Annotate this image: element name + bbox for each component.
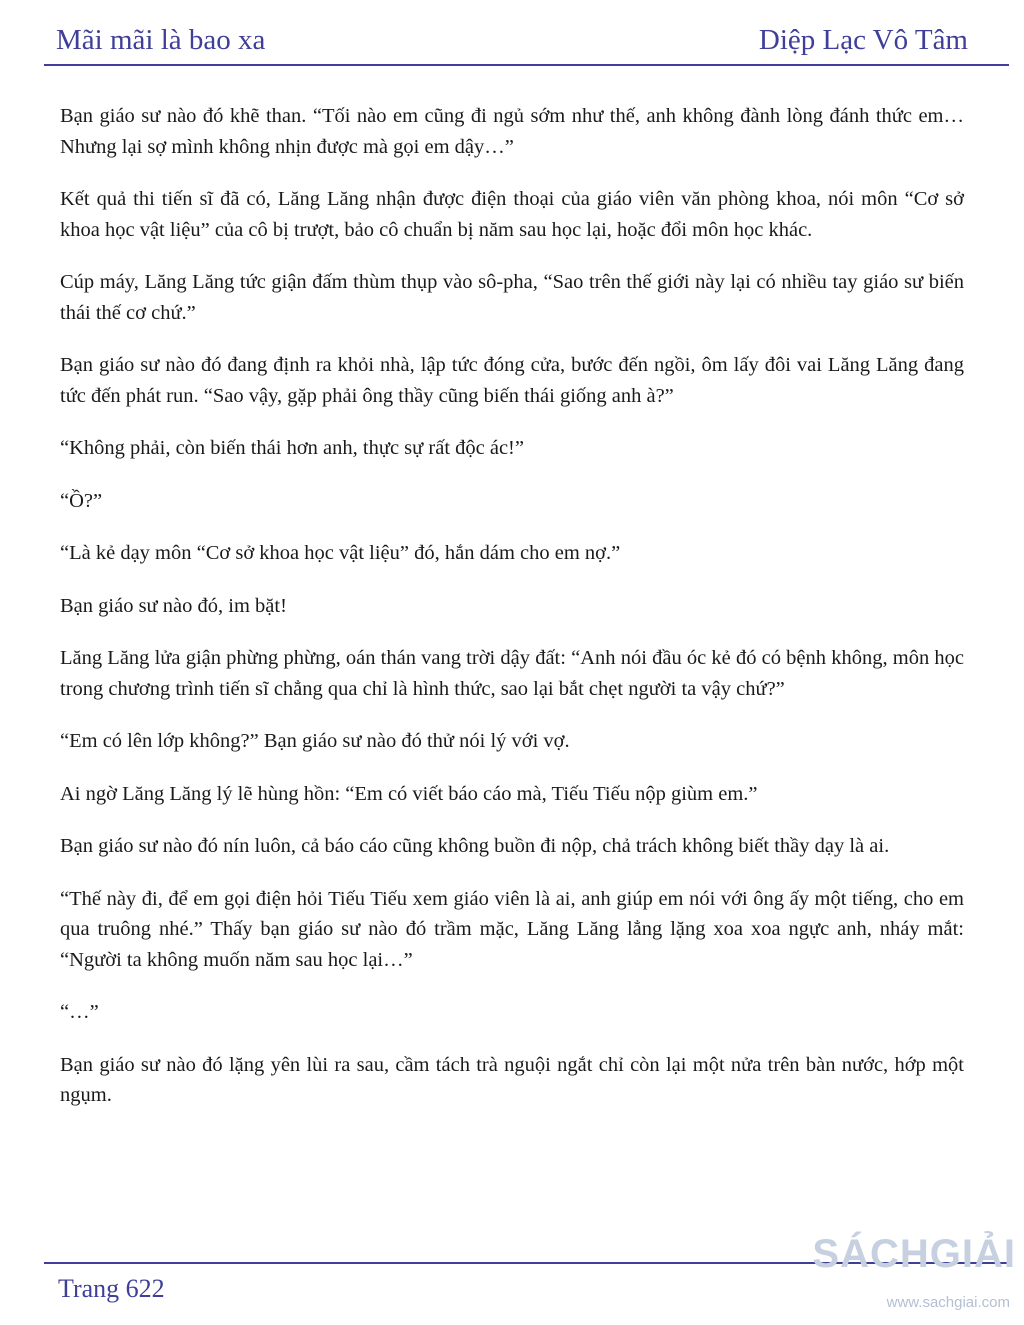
paragraph: “Không phải, còn biến thái hơn anh, thực sự rất độc ác!” <box>60 437 524 459</box>
paragraph: “Là kẻ dạy môn “Cơ sở khoa học vật liệu” đó, hắn dám cho em nợ.” <box>60 542 621 564</box>
paragraph: Lăng Lăng lửa giận phừng phừng, oán thán vang trời dậy đất: “Anh nói đầu óc kẻ đó có bệnh không, môn học trong chương trình tiến sĩ chẳng qua chỉ là hình thức, sao lại bắt chẹt người ta vậy chứ?” <box>60 647 964 700</box>
paragraph: “Em có lên lớp không?” Bạn giáo sư nào đó thử nói lý với vợ. <box>60 730 570 752</box>
paragraph: “…” <box>60 1001 99 1023</box>
paragraph: Kết quả thi tiến sĩ đã có, Lăng Lăng nhận được điện thoại của giáo viên văn phòng khoa, nói môn “Cơ sở khoa học vật liệu” của cô bị trượt, bảo cô chuẩn bị năm sau học lại, hoặc đổi môn học khác. <box>60 188 964 241</box>
paragraph: Bạn giáo sư nào đó lặng yên lùi ra sau, cầm tách trà nguội ngắt chỉ còn lại một nửa trên bàn nước, hớp một ngụm. <box>60 1053 964 1106</box>
book-title: Mãi mãi là bao xa <box>56 24 266 56</box>
paragraph: Cúp máy, Lăng Lăng tức giận đấm thùm thụp vào sô-pha, “Sao trên thế giới này lại có nhiều tay giáo sư biến thái thế cơ chứ.” <box>60 271 964 324</box>
paragraph: Bạn giáo sư nào đó khẽ than. “Tối nào em cũng đi ngủ sớm như thế, anh không đành lòng đánh thức em… Nhưng lại sợ mình không nhịn được mà gọi em dậy…” <box>60 105 964 158</box>
paragraph: Bạn giáo sư nào đó nín luôn, cả báo cáo cũng không buồn đi nộp, chả trách không biết thầy dạy là ai. <box>60 835 890 857</box>
page-body <box>60 101 964 1133</box>
paragraph: “Thế này đi, để em gọi điện hỏi Tiếu Tiếu xem giáo viên là ai, anh giúp em nói với ông ấy một tiếng, cho em qua truông nhé.” Thấy bạn giáo sư nào đó trầm mặc, Lăng Lăng lẳng lặng xoa xoa ngực anh, nháy mắt: “Người ta không muốn năm sau học lại…” <box>60 887 964 971</box>
author-name: Diệp Lạc Vô Tâm <box>758 24 968 56</box>
watermark-site: www.sachgiai.com <box>886 1294 1010 1311</box>
page-number: Trang 622 <box>58 1274 165 1303</box>
watermark-brand: SÁCHGIẢI <box>812 1232 1016 1276</box>
paragraph: Bạn giáo sư nào đó, im bặt! <box>60 594 287 617</box>
paragraph: Bạn giáo sư nào đó đang định ra khỏi nhà, lập tức đóng cửa, bước đến ngồi, ôm lấy đôi vai Lăng Lăng đang tức đến phát run. “Sao vậy, gặp phải ông thầy cũng biến thái giống anh à?” <box>60 354 964 407</box>
page-header <box>56 24 968 64</box>
watermark-logo <box>812 1222 1018 1322</box>
paragraph: “Ồ?” <box>60 489 103 512</box>
header-divider <box>44 64 1009 66</box>
paragraph: Ai ngờ Lăng Lăng lý lẽ hùng hồn: “Em có viết báo cáo mà, Tiếu Tiếu nộp giùm em.” <box>60 782 758 805</box>
